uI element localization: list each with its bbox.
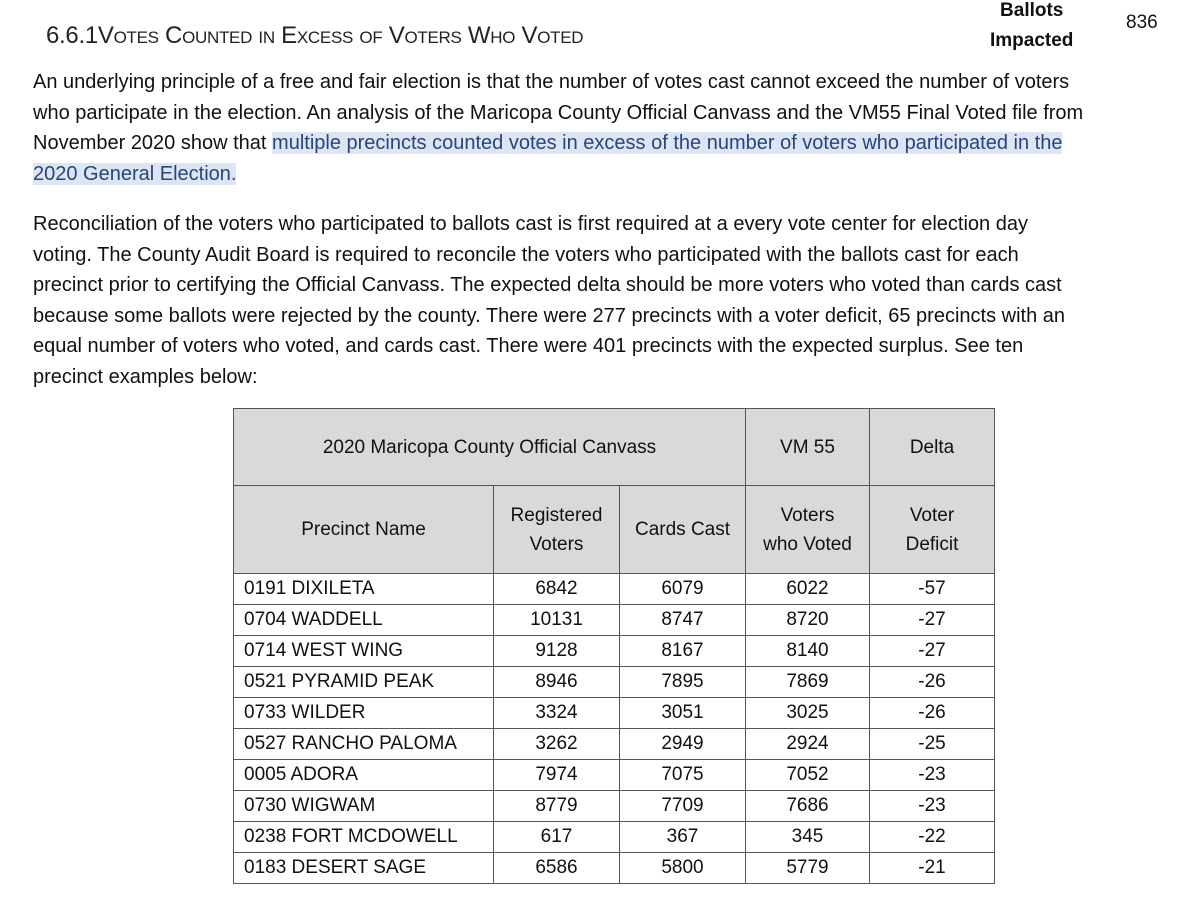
value-cell: 5800 (620, 853, 746, 884)
precinct-name-cell: 0704 WADDELL (234, 605, 494, 636)
value-cell: 7052 (746, 760, 870, 791)
value-cell: -21 (870, 853, 995, 884)
precinct-name-cell: 0521 PYRAMID PEAK (234, 667, 494, 698)
value-cell: -23 (870, 760, 995, 791)
value-cell: 7869 (746, 667, 870, 698)
value-cell: 2924 (746, 729, 870, 760)
value-cell: 2949 (620, 729, 746, 760)
paragraph-intro (33, 67, 1083, 189)
value-cell: 7709 (620, 791, 746, 822)
precinct-name-cell: 0730 WIGWAM (234, 791, 494, 822)
table-row (234, 791, 995, 822)
value-cell: 10131 (494, 605, 620, 636)
column-header: Voters who Voted (746, 486, 870, 574)
precinct-name-cell: 0733 WILDER (234, 698, 494, 729)
value-cell: 617 (494, 822, 620, 853)
value-cell: 3051 (620, 698, 746, 729)
precinct-name-cell: 0191 DIXILETA (234, 574, 494, 605)
value-cell: 5779 (746, 853, 870, 884)
column-header: Cards Cast (620, 486, 746, 574)
table-row (234, 574, 995, 605)
section-heading: 6.6.1Votes Counted in Excess of Voters Who Voted (46, 22, 584, 49)
column-header: Voter Deficit (870, 486, 995, 574)
value-cell: 7075 (620, 760, 746, 791)
text-line: equal number of voters who voted, and cards cast. There were 401 precincts with the expected surplus. See ten (33, 335, 1024, 357)
value-cell: -27 (870, 636, 995, 667)
value-cell: 7974 (494, 760, 620, 791)
precinct-name-cell: 0527 RANCHO PALOMA (234, 729, 494, 760)
paragraph-reconciliation (33, 209, 1065, 392)
table-row (234, 667, 995, 698)
value-cell: 6842 (494, 574, 620, 605)
value-cell: 8779 (494, 791, 620, 822)
value-cell: 3262 (494, 729, 620, 760)
value-cell: 3324 (494, 698, 620, 729)
text-line: An underlying principle of a free and fair election is that the number of votes cast cannot exceed the number of voters (33, 71, 1070, 93)
value-cell: 3025 (746, 698, 870, 729)
column-header: Precinct Name (234, 486, 494, 574)
table-row (234, 822, 995, 853)
precinct-table (233, 408, 995, 884)
precinct-name-cell: 0183 DESERT SAGE (234, 853, 494, 884)
value-cell: 6079 (620, 574, 746, 605)
value-cell: 6586 (494, 853, 620, 884)
text-line: Reconciliation of the voters who participated to ballots cast is first required at a every vote center for election day (33, 213, 1028, 235)
table-row (234, 698, 995, 729)
precinct-name-cell: 0714 WEST WING (234, 636, 494, 667)
value-cell: 6022 (746, 574, 870, 605)
table-row (234, 853, 995, 884)
text-line: because some ballots were rejected by the county. There were 277 precincts with a voter deficit, 65 precincts with an (33, 304, 1066, 327)
group-header-delta: Delta (870, 409, 995, 486)
text-line (33, 128, 1083, 159)
value-cell: -25 (870, 729, 995, 760)
text: November 2020 show that (33, 132, 273, 154)
text-line: voting. The County Audit Board is required to reconcile the voters who participated with the ballots cast for each (33, 243, 1019, 266)
ballots-label-line: Ballots (1000, 0, 1064, 21)
value-cell: 9128 (494, 636, 620, 667)
table-row (234, 760, 995, 791)
table-row (234, 636, 995, 667)
precinct-name-cell: 0005 ADORA (234, 760, 494, 791)
text-line: precinct examples below: (33, 365, 258, 388)
value-cell: -23 (870, 791, 995, 822)
value-cell: 8946 (494, 667, 620, 698)
precinct-name-cell: 0238 FORT MCDOWELL (234, 822, 494, 853)
value-cell: -57 (870, 574, 995, 605)
text-line (33, 159, 1083, 190)
highlighted-text: 2020 General Election. (33, 162, 237, 185)
text-line: who participate in the election. An analysis of the Maricopa County Official Canvass and the VM55 Final Voted file from (33, 101, 1084, 124)
ballots-impacted-label (990, 0, 1073, 56)
ballots-label-line: Impacted (990, 30, 1074, 51)
value-cell: 7895 (620, 667, 746, 698)
value-cell: -26 (870, 667, 995, 698)
value-cell: 345 (746, 822, 870, 853)
column-header: Registered Voters (494, 486, 620, 574)
highlighted-text: multiple precincts counted votes in excess of the number of voters who participated in the (272, 132, 1063, 154)
value-cell: 8747 (620, 605, 746, 636)
value-cell: 8720 (746, 605, 870, 636)
text-line: precinct prior to certifying the Official Canvass. The expected delta should be more voters who voted than cards cast (33, 274, 1062, 296)
ballots-impacted-value: 836 (1126, 12, 1158, 33)
value-cell: -26 (870, 698, 995, 729)
group-header-vm55: VM 55 (746, 409, 870, 486)
value-cell: 8167 (620, 636, 746, 667)
value-cell: 7686 (746, 791, 870, 822)
value-cell: -22 (870, 822, 995, 853)
table-row (234, 729, 995, 760)
table-row (234, 605, 995, 636)
group-header-canvass: 2020 Maricopa County Official Canvass (234, 409, 746, 486)
value-cell: 367 (620, 822, 746, 853)
value-cell: -27 (870, 605, 995, 636)
value-cell: 8140 (746, 636, 870, 667)
